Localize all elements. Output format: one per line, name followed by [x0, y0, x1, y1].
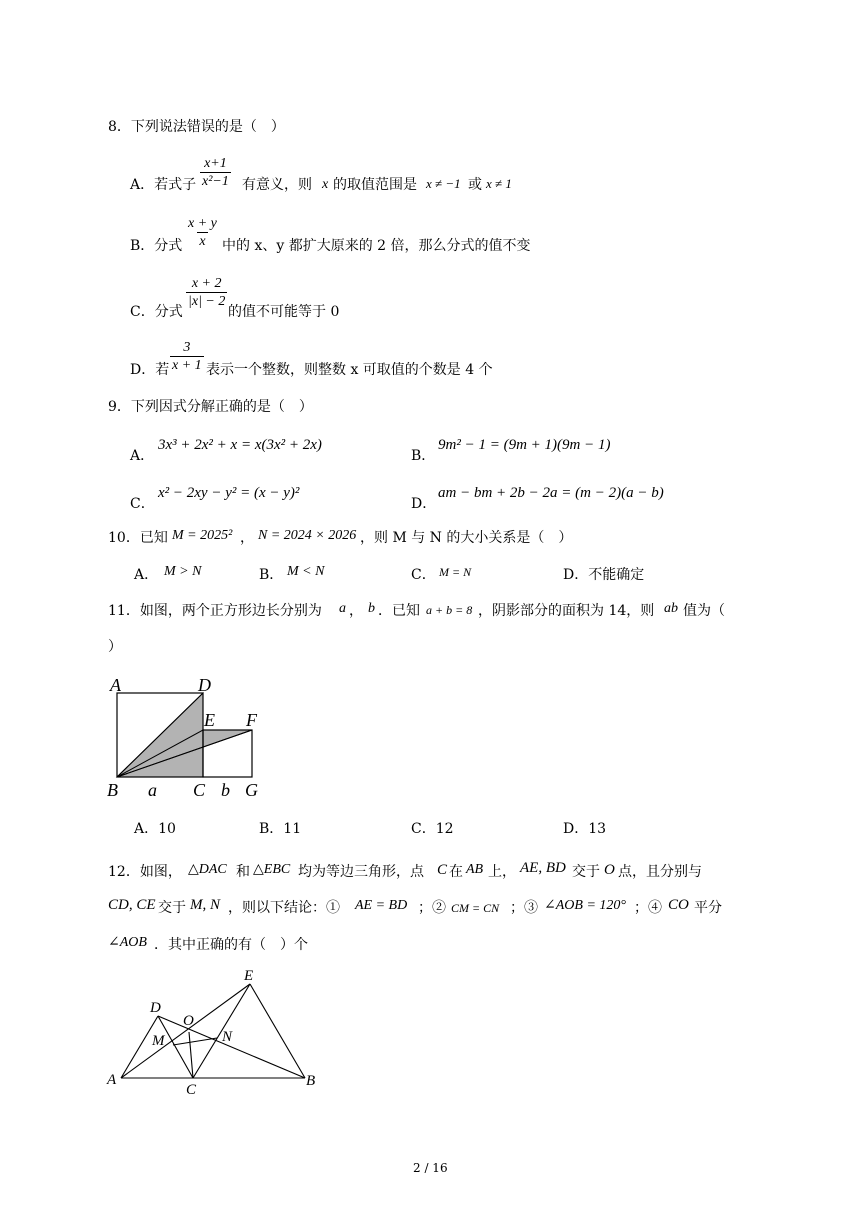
q8-option-d-text: 表示一个整数，则整数 x 可取值的个数是 4 个	[206, 362, 493, 378]
q12-sep-3: ；④	[634, 900, 662, 916]
q8-b-numerator: x + y	[188, 216, 217, 231]
q12-line2-c: 平分	[694, 900, 722, 916]
q12-line3-b: ．其中正确的有（ ）个	[154, 937, 308, 953]
q11-label-b-vertex: B	[107, 780, 118, 800]
q12-point-o: O	[604, 862, 615, 878]
q8-option-a-tail: 的取值范围是	[333, 177, 417, 193]
q12-line2-b: ，则以下结论：①	[228, 900, 340, 916]
q11-option-d: D．13	[563, 821, 607, 837]
q11-label-g: G	[245, 780, 258, 800]
q9-option-d-expr: am − bm + 2b − 2a = (m − 2)(a − b)	[438, 485, 664, 501]
q12-label-a: A	[107, 1072, 117, 1088]
q10-stem-tail: ，则 M 与 N 的大小关系是（ ）	[360, 530, 573, 546]
q11-condition: a + b = 8	[426, 603, 473, 617]
q12-line1-f: 点，且分别与	[618, 864, 702, 880]
q9-option-d-label: D．	[411, 496, 437, 512]
q10-comma: ，	[240, 530, 254, 546]
q11-label-a-side: a	[148, 780, 157, 800]
q11-squares-figure	[100, 670, 275, 805]
q9-stem: 9．下列因式分解正确的是（ ）	[108, 399, 313, 415]
q10-option-a-expr: M > N	[164, 564, 202, 579]
q11-option-a: A．10	[134, 821, 176, 837]
q12-line-eb	[250, 984, 305, 1078]
q9-option-b-expr: 9m² − 1 = (9m + 1)(9m − 1)	[438, 437, 611, 453]
q12-label-e: E	[244, 968, 254, 984]
q11-label-c: C	[193, 780, 206, 800]
q10-n-def: N = 2024 × 2026	[258, 528, 357, 543]
q12-conclusion-3: ∠AOB = 120°	[544, 898, 626, 913]
q8-option-d-fraction	[170, 340, 204, 374]
q11-stem-e: ）	[108, 639, 122, 655]
q12-point-c: C	[437, 862, 448, 878]
q12-conclusion-2: CM = CN	[451, 901, 500, 915]
q8-a-numerator: x+1	[204, 156, 227, 171]
q8-option-b-label: B．分式	[130, 238, 183, 254]
q11-option-b: B．11	[259, 821, 302, 837]
q8-stem: 8．下列说法错误的是（ ）	[108, 119, 285, 135]
q10-option-d-text: D．不能确定	[563, 567, 645, 583]
q12-conclusion-4: CO	[668, 897, 689, 913]
q12-and: 和	[236, 864, 250, 880]
q8-option-a-cond1: x ≠ −1	[426, 176, 461, 191]
q11-stem-c: ，阴影部分的面积为 14，则	[478, 603, 655, 619]
q8-d-numerator: 3	[183, 340, 191, 355]
q12-line2-a: 交于	[158, 900, 186, 916]
q10-option-b-expr: M < N	[287, 564, 325, 579]
q12-triangle-ebc: △EBC	[253, 862, 291, 877]
q11-var-b: b	[368, 601, 375, 616]
q12-triangles-figure	[100, 962, 325, 1097]
q12-line1-b: 均为等边三角形，点	[298, 864, 424, 880]
q8-option-b-text: 中的 x、y 都扩大原来的 2 倍，那么分式的值不变	[222, 238, 531, 254]
q8-c-numerator: x + 2	[191, 276, 222, 291]
q10-option-b-label: B．	[259, 567, 284, 583]
q11-sep: ，	[349, 603, 363, 619]
q11-stem-d: 值为（	[683, 603, 725, 619]
q8-option-a-var: x	[322, 177, 329, 192]
q12-line-mn	[173, 1038, 217, 1045]
q10-m-def: M = 2025²	[172, 528, 233, 543]
q8-option-c-label: C．分式	[130, 304, 183, 320]
q12-line1-d: 上，	[488, 864, 516, 880]
q12-points-m-n: M, N	[190, 897, 220, 913]
q11-label-f: F	[246, 710, 257, 730]
q11-label-b-side: b	[221, 780, 230, 800]
q8-d-denominator: x + 1	[172, 358, 202, 374]
q11-stem-b: ．已知	[378, 603, 420, 619]
q10-option-a-label: A．	[134, 567, 159, 583]
q9-option-c-expr: x² − 2xy − y² = (x − y)²	[158, 485, 300, 501]
q8-option-a-or: 或	[468, 177, 482, 193]
q12-sep-2: ；③	[510, 900, 538, 916]
q8-option-a-label: A．若式子	[130, 177, 197, 193]
q9-option-c-label: C．	[130, 496, 155, 512]
q10-stem-pre: 10．已知	[108, 530, 168, 546]
q12-segment-ab: AB	[466, 862, 484, 877]
q8-option-a-fraction	[200, 156, 231, 190]
q8-option-a-cond2: x ≠ 1	[486, 176, 512, 191]
q12-sep-1: ；②	[418, 900, 446, 916]
q12-label-n: N	[222, 1029, 233, 1045]
q11-label-e: E	[204, 710, 215, 730]
q8-a-denominator: x²−1	[202, 174, 229, 190]
q12-line1-c: 在	[449, 864, 463, 880]
q8-b-denominator: x	[199, 234, 206, 250]
q12-label-b: B	[306, 1073, 316, 1089]
q12-triangle-dac: △DAC	[188, 862, 227, 877]
q8-option-b-fraction	[186, 216, 219, 250]
q11-label-a-vertex: A	[110, 675, 121, 695]
q9-option-b-label: B．	[411, 448, 436, 464]
page-number: 2 / 16	[413, 1161, 448, 1175]
q12-conclusion-1: AE = BD	[355, 898, 408, 913]
q11-var-a: a	[339, 601, 346, 616]
q12-segments-cd-ce: CD, CE	[108, 897, 156, 913]
q9-option-a-label: A．	[130, 448, 155, 464]
q12-angle-aob: ∠AOB	[108, 935, 147, 950]
q12-label-o: O	[183, 1013, 194, 1029]
q9-option-a-expr: 3x³ + 2x² + x = x(3x² + 2x)	[158, 437, 322, 453]
q8-c-denominator: |x| − 2	[188, 294, 226, 310]
q12-line1-e: 交于	[572, 864, 600, 880]
q12-line-db	[158, 1016, 305, 1078]
q10-option-c-expr: M = N	[439, 565, 472, 579]
q11-var-ab: ab	[664, 601, 678, 616]
q12-segments-ae-bd: AE, BD	[520, 860, 566, 876]
q12-label-m: M	[152, 1033, 165, 1049]
q11-stem-a: 11．如图，两个正方形边长分别为	[108, 603, 322, 619]
q8-option-d-label: D．若	[130, 362, 170, 378]
q11-option-c: C．12	[411, 821, 454, 837]
q12-line1-a: 12．如图，	[108, 864, 182, 880]
q10-option-c-label: C．	[411, 567, 436, 583]
q12-label-d: D	[150, 1000, 161, 1016]
q11-label-d: D	[198, 675, 211, 695]
q12-label-c: C	[186, 1082, 197, 1097]
q8-option-c-fraction	[186, 276, 227, 310]
q8-option-c-text: 的值不可能等于 0	[228, 304, 340, 320]
q8-option-a-mid: 有意义，则	[242, 177, 312, 193]
